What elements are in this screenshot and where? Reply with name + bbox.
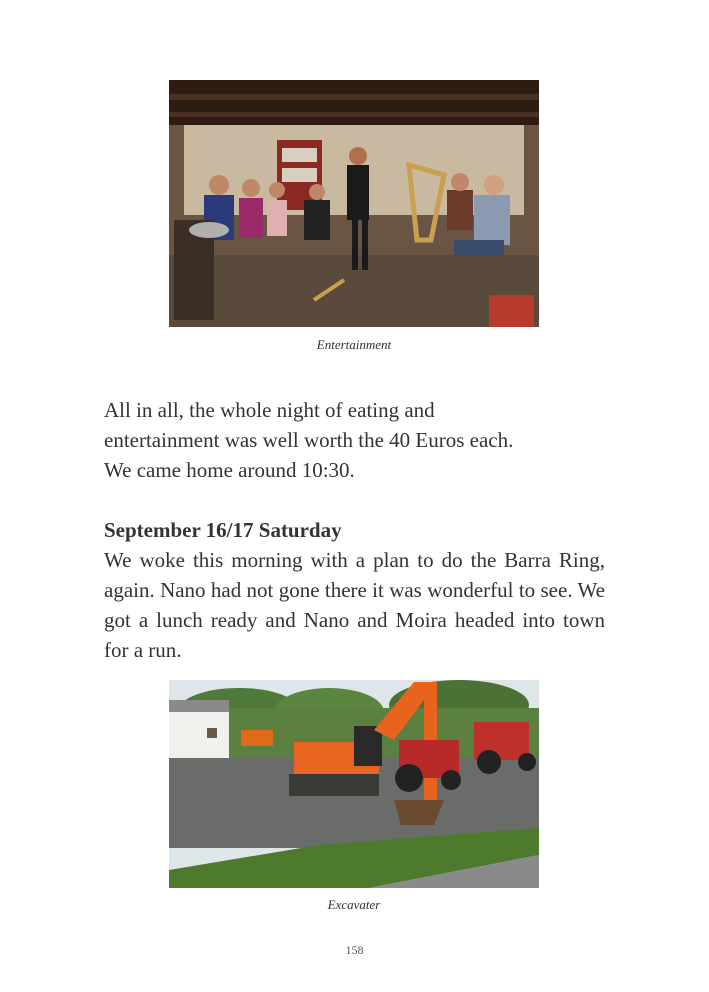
paragraph-line: All in all, the whole night of eating and bbox=[104, 398, 435, 422]
section-heading: September 16/17 Saturday bbox=[104, 518, 342, 542]
page-number: 158 bbox=[345, 943, 364, 957]
section-paragraph: We woke this morning with a plan to do the Barra Ring, again. Nano had not gone there it was wonderful to see. We got a lunch ready and Nano and Moira headed into town for a run. bbox=[104, 548, 605, 662]
entertainment-caption: Entertainment bbox=[316, 337, 392, 352]
paragraph-line: We came home around 10:30. bbox=[104, 458, 355, 482]
paragraph-1 bbox=[104, 395, 605, 485]
excavator-photo bbox=[169, 680, 539, 888]
paragraph-line: entertainment was well worth the 40 Euros each. bbox=[104, 428, 514, 452]
excavator-caption: Excavater bbox=[327, 897, 381, 912]
entertainment-photo bbox=[169, 80, 539, 327]
